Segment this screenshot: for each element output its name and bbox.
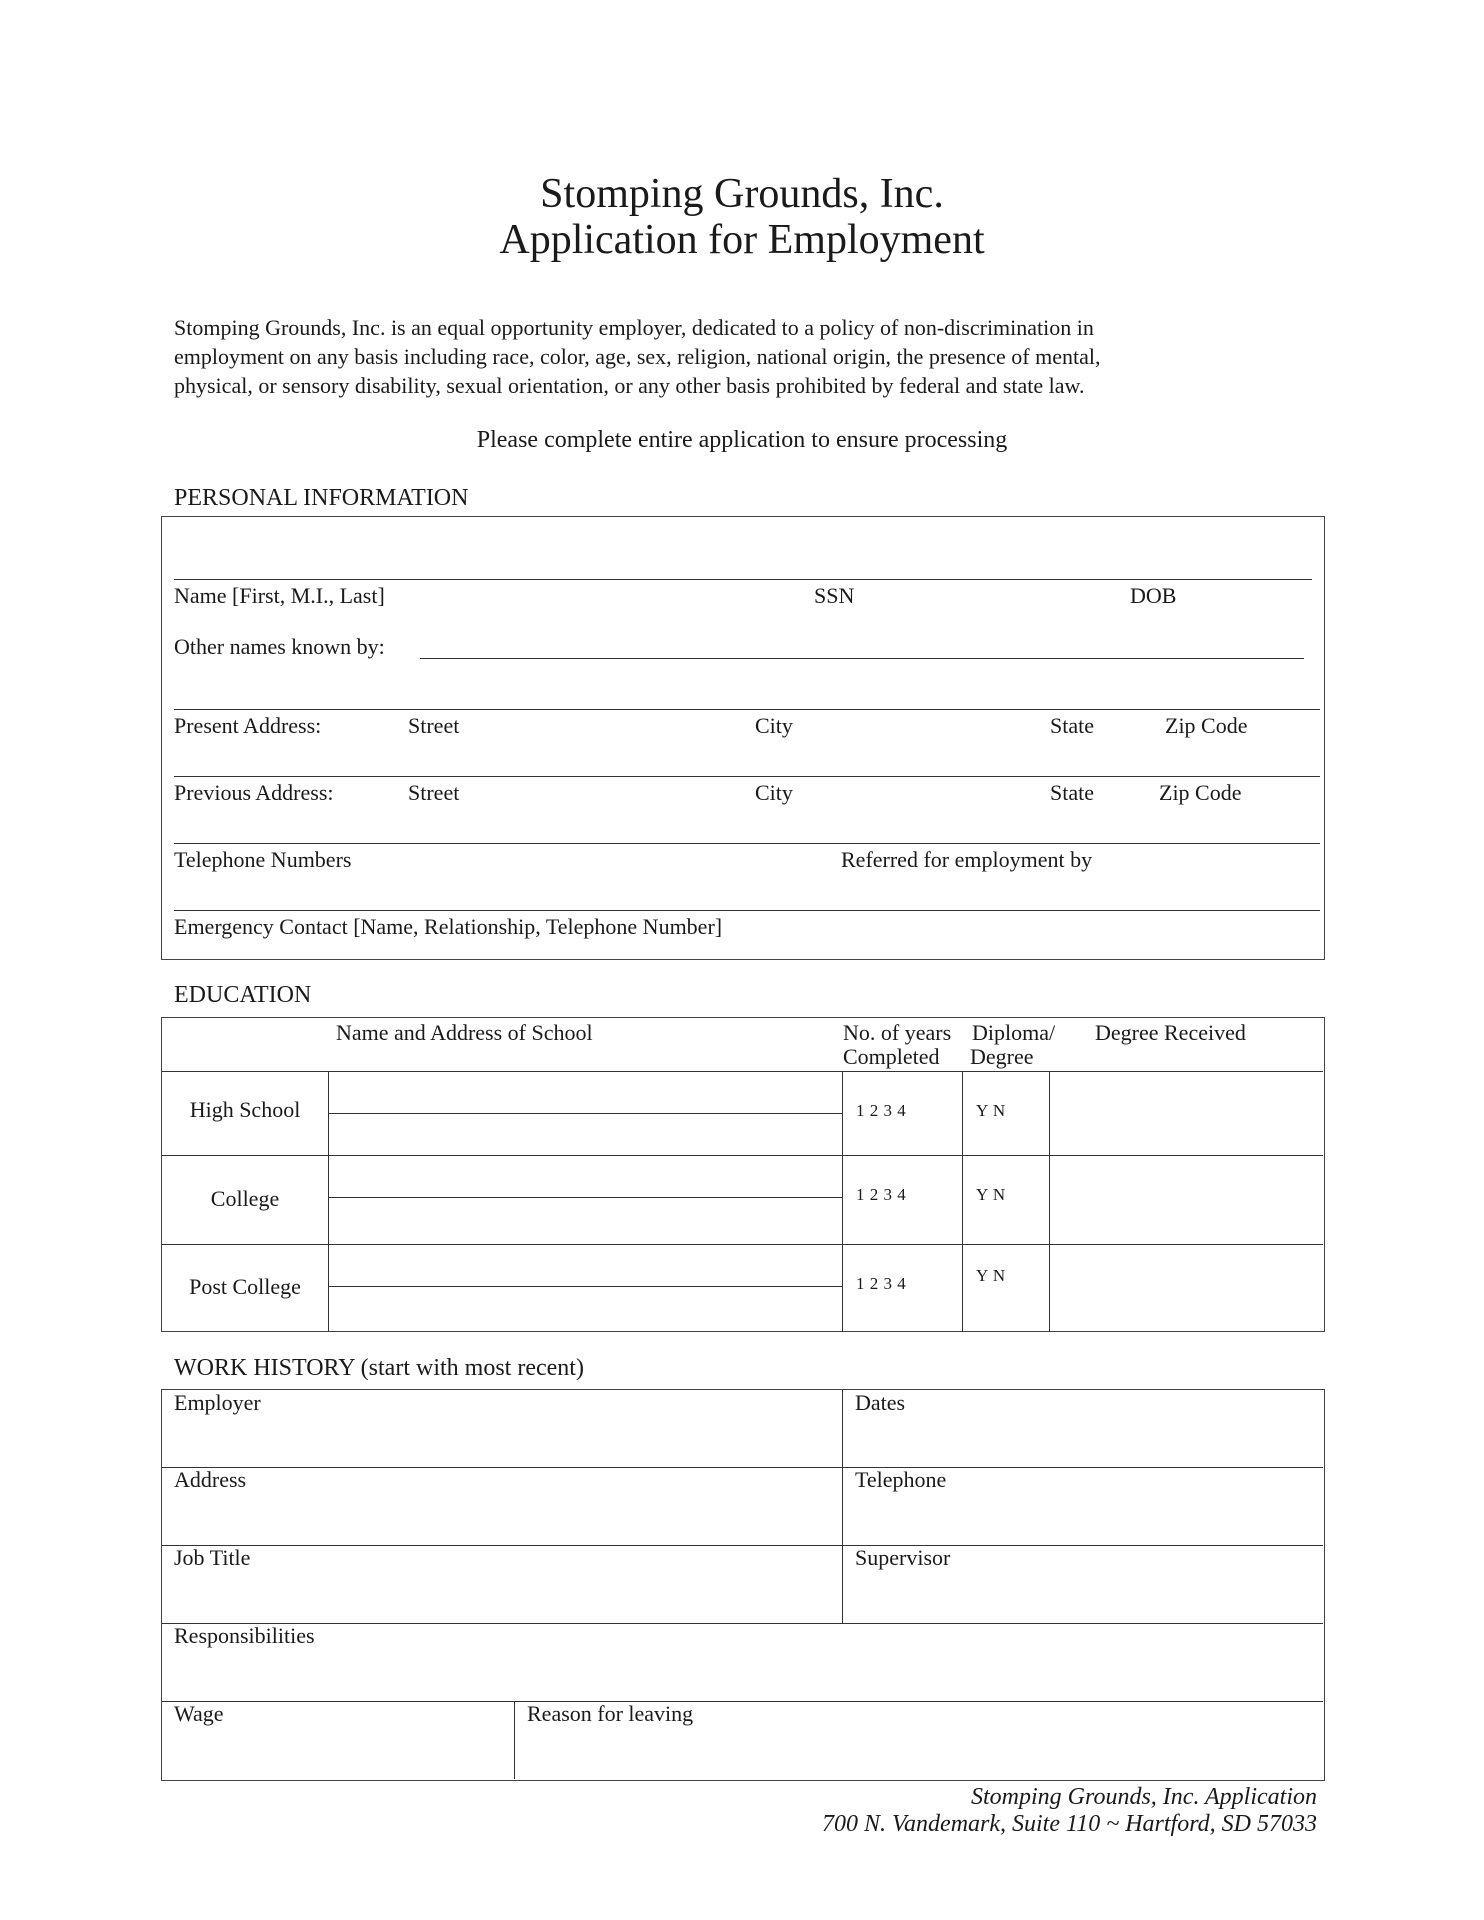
high-school-diploma-yn[interactable]: Y N (976, 1101, 1006, 1120)
previous-street-label: Street (408, 780, 460, 805)
name-ssn-dob-line[interactable] (174, 579, 1312, 580)
responsibilities-field[interactable]: Responsibilities (174, 1623, 315, 1648)
col-degree-header: Degree Received (1095, 1020, 1246, 1045)
employer-field[interactable]: Employer (174, 1390, 261, 1415)
eeo-statement-line-1: Stomping Grounds, Inc. is an equal opportunity employer, dedicated to a policy of non-discrimination in (174, 315, 1094, 340)
present-state-label: State (1050, 713, 1094, 738)
supervisor-field[interactable]: Supervisor (855, 1545, 951, 1570)
emergency-contact-line[interactable] (174, 910, 1320, 911)
post-college-name-line[interactable] (328, 1286, 842, 1287)
col-diploma-header-1: Diploma/ (972, 1020, 1056, 1045)
personal-info-box (161, 516, 1325, 960)
education-header-divider (162, 1071, 1323, 1072)
education-col-divider-4 (1049, 1071, 1050, 1332)
emergency-label: Emergency Contact [Name, Relationship, Telephone Number] (174, 914, 723, 939)
personal-heading: PERSONAL INFORMATION (174, 485, 469, 511)
education-row-label: Post College (189, 1274, 301, 1299)
name-label: Name [First, M.I., Last] (174, 583, 385, 608)
eeo-statement-line-2: employment on any basis including race, color, age, sex, religion, national origin, the presence of mental, (174, 344, 1101, 369)
work-col-divider (842, 1390, 843, 1623)
col-school-header: Name and Address of School (336, 1020, 593, 1045)
education-row-label: College (210, 1186, 280, 1211)
footer-address: 700 N. Vandemark, Suite 110 ~ Hartford, SD 57033 (822, 1811, 1317, 1837)
dob-label: DOB (1130, 583, 1177, 608)
previous-zip-label: Zip Code (1159, 780, 1242, 805)
present-address-line[interactable] (174, 709, 1320, 710)
form-title: Application for Employment (499, 217, 985, 263)
education-heading: EDUCATION (174, 982, 312, 1008)
education-table (161, 1017, 1325, 1332)
post-college-years-options[interactable]: 1 2 3 4 (856, 1274, 907, 1293)
present-city-label: City (755, 713, 793, 738)
high-school-years-options[interactable]: 1 2 3 4 (856, 1101, 907, 1120)
previous-address-label: Previous Address: (174, 780, 334, 805)
telephone-referred-line[interactable] (174, 843, 1320, 844)
present-zip-label: Zip Code (1165, 713, 1248, 738)
col-diploma-header-2: Degree (970, 1044, 1034, 1069)
eeo-statement-line-3: physical, or sensory disability, sexual orientation, or any other basis prohibited by federal and state law. (174, 373, 1085, 398)
telephone-label: Telephone Numbers (174, 847, 352, 872)
instruction-text: Please complete entire application to ensure processing (476, 427, 1008, 453)
reason-for-leaving-field[interactable]: Reason for leaving (527, 1701, 694, 1726)
work-row-divider-2 (162, 1545, 1323, 1546)
present-address-label: Present Address: (174, 713, 322, 738)
education-row-divider-2 (162, 1244, 1323, 1245)
telephone-field[interactable]: Telephone (855, 1467, 947, 1492)
work-row-divider-4 (162, 1701, 1323, 1702)
work-history-table (161, 1389, 1325, 1781)
previous-city-label: City (755, 780, 793, 805)
education-row-divider-1 (162, 1155, 1323, 1156)
education-col-divider-3 (962, 1071, 963, 1332)
address-field[interactable]: Address (174, 1467, 247, 1492)
ssn-label: SSN (814, 583, 855, 608)
college-name-line[interactable] (328, 1197, 842, 1198)
dates-field[interactable]: Dates (855, 1390, 906, 1415)
company-name: Stomping Grounds, Inc. (540, 171, 944, 217)
work-history-heading: WORK HISTORY (start with most recent) (174, 1355, 584, 1381)
work-row-divider-1 (162, 1467, 1323, 1468)
education-row-label: High School (189, 1097, 301, 1122)
other-names-label: Other names known by: (174, 634, 385, 659)
present-street-label: Street (408, 713, 460, 738)
wage-field[interactable]: Wage (174, 1701, 224, 1726)
previous-state-label: State (1050, 780, 1094, 805)
job-title-field[interactable]: Job Title (174, 1545, 251, 1570)
post-college-diploma-yn[interactable]: Y N (976, 1266, 1006, 1285)
footer-company: Stomping Grounds, Inc. Application (971, 1784, 1317, 1810)
education-col-divider-2 (842, 1071, 843, 1332)
college-years-options[interactable]: 1 2 3 4 (856, 1185, 907, 1204)
referred-label: Referred for employment by (841, 847, 1093, 872)
col-years-header-1: No. of years (843, 1020, 952, 1045)
other-names-line[interactable] (420, 658, 1304, 659)
wage-col-divider (514, 1701, 515, 1779)
education-col-divider-1 (328, 1071, 329, 1332)
college-diploma-yn[interactable]: Y N (976, 1185, 1006, 1204)
col-years-header-2: Completed (843, 1044, 940, 1069)
work-row-divider-3 (162, 1623, 1323, 1624)
high-school-name-line[interactable] (328, 1113, 842, 1114)
previous-address-line[interactable] (174, 776, 1320, 777)
